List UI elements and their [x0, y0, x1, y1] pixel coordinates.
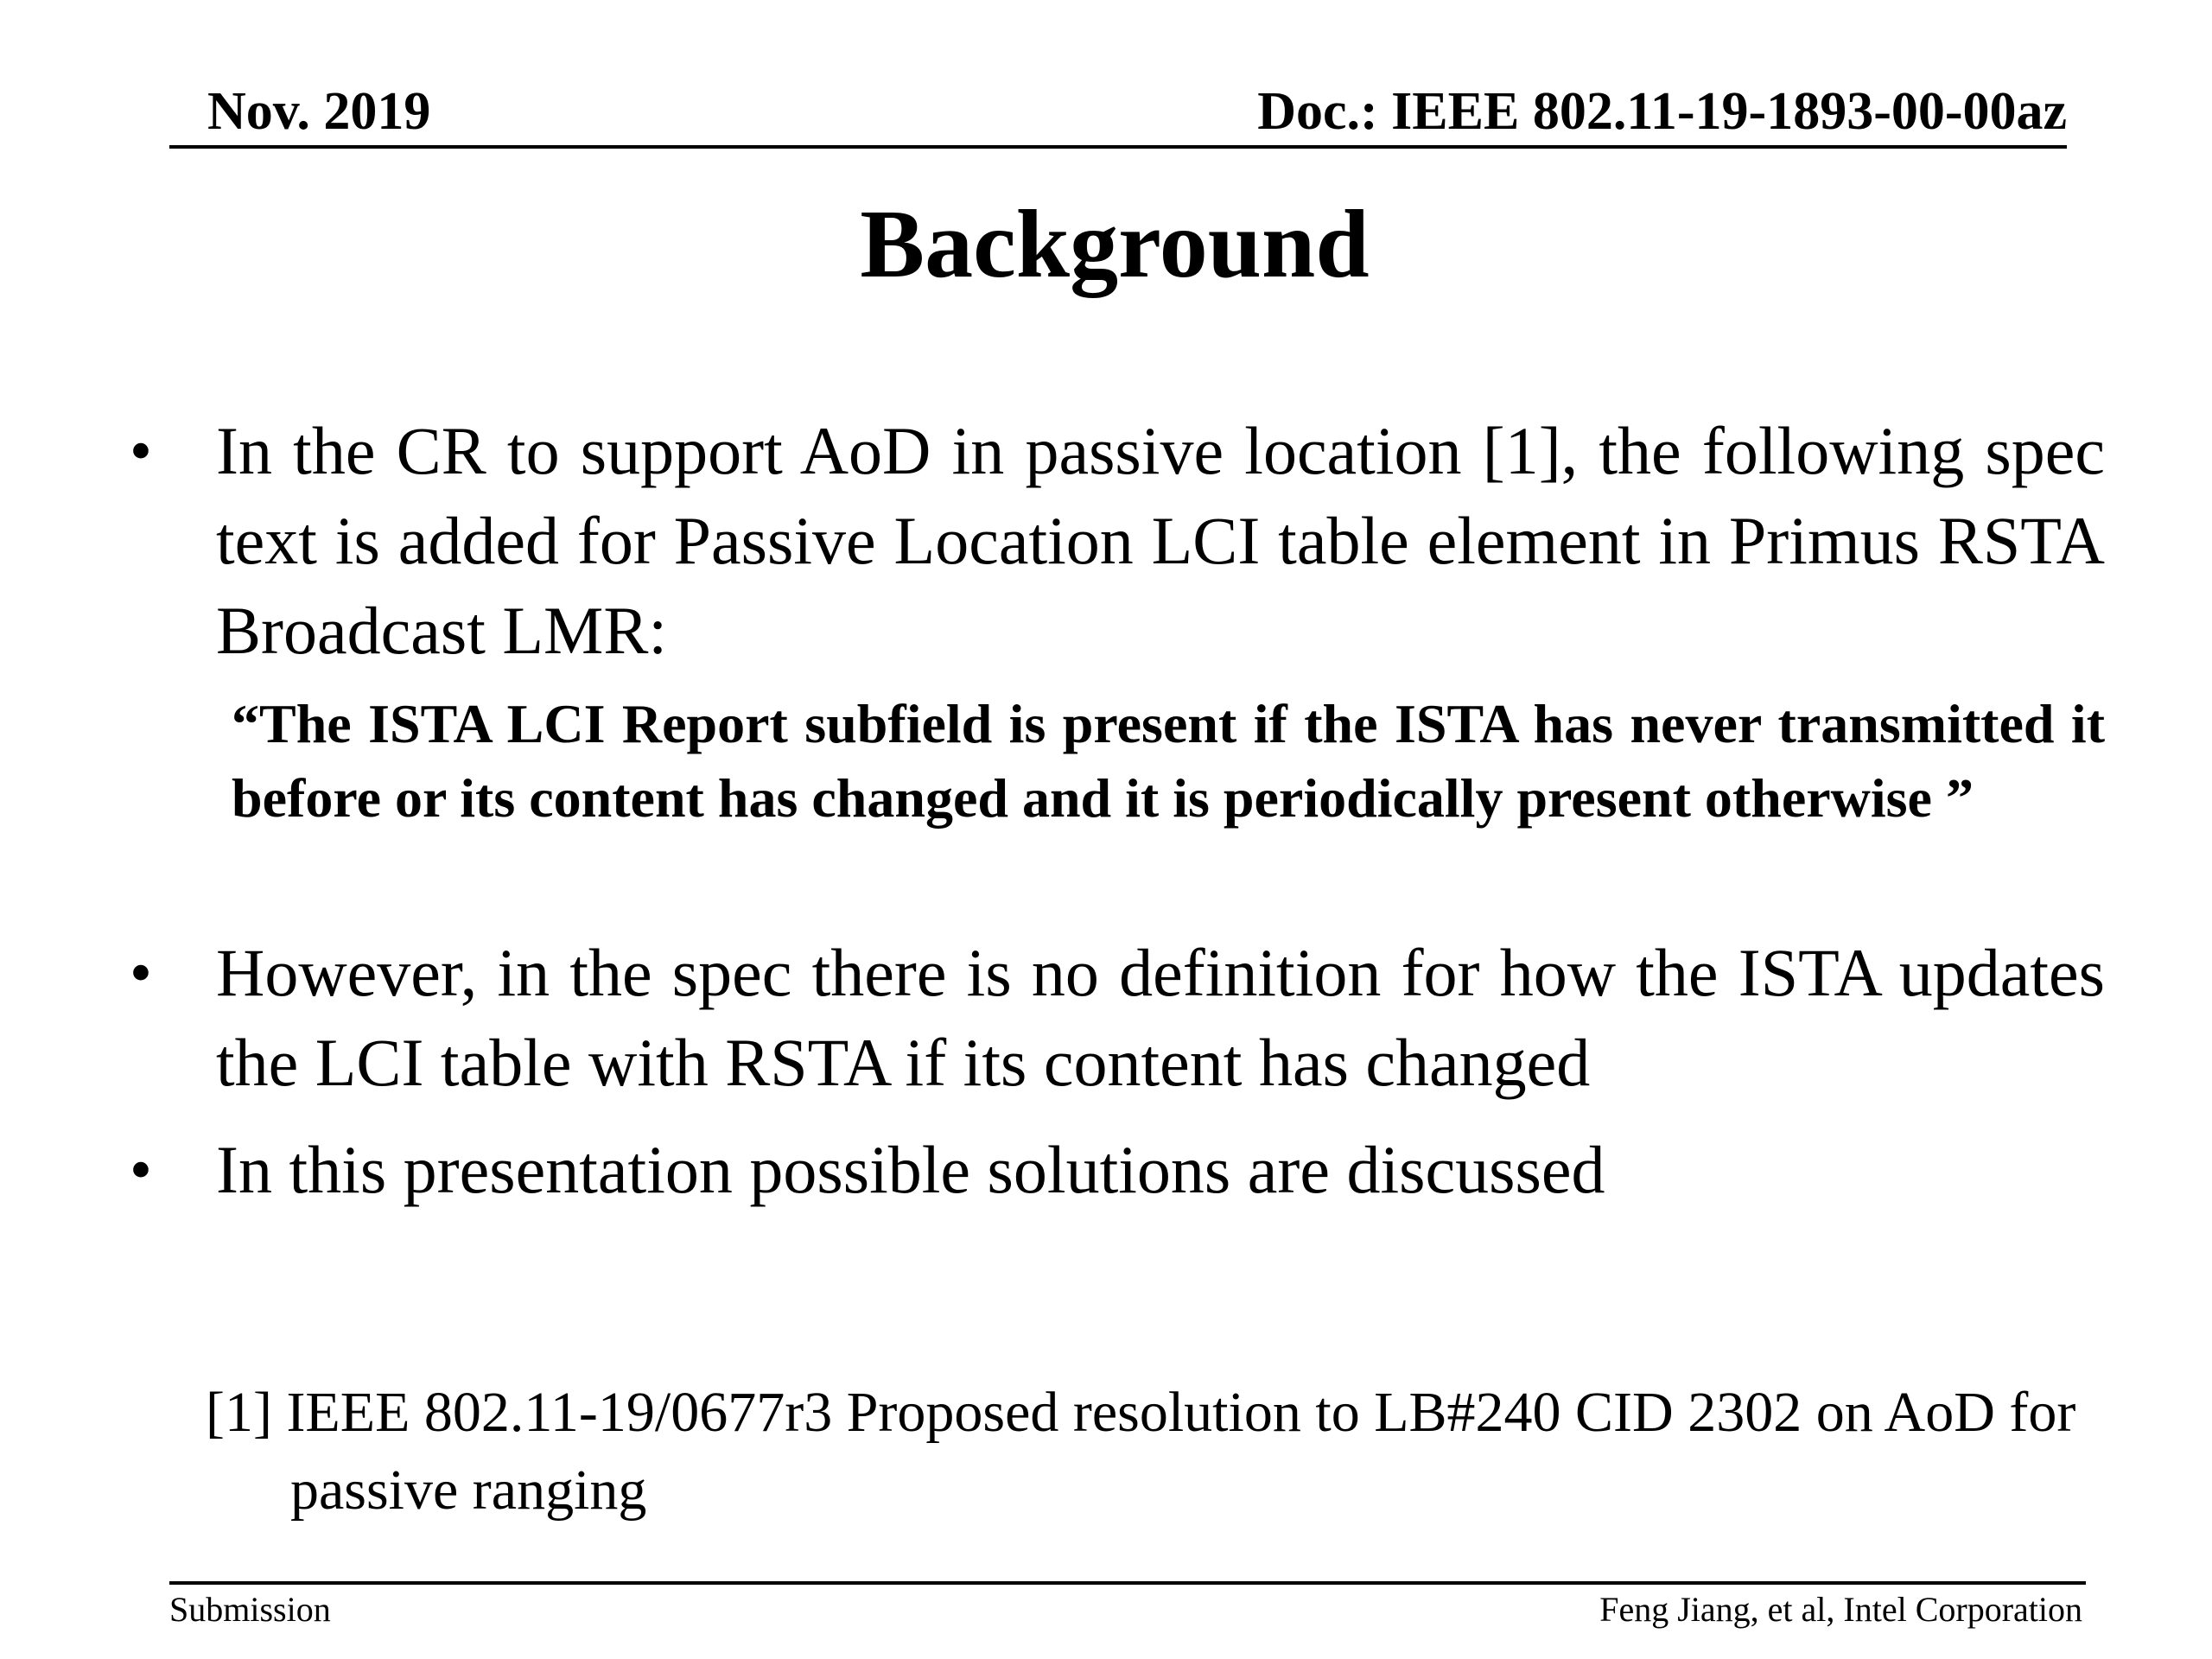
- bullet-text: In this presentation possible solutions are discussed: [216, 1132, 1605, 1207]
- footer-author: Feng Jiang, et al, Intel Corporation: [1599, 1590, 2082, 1629]
- spec-quote: “The ISTA LCI Report subfield is present if the ISTA has never transmitted it before or its content has changed and it is periodically present otherwise ”: [232, 693, 2105, 829]
- bullet-text: However, in the spec there is no definition for how the ISTA updates the LCI table with RSTA if its content has changed: [216, 935, 2105, 1100]
- header-divider: [169, 145, 2067, 149]
- bullet-icon: •: [130, 416, 152, 486]
- header-doc-id: Doc.: IEEE 802.11-19-1893-00-00az: [1257, 82, 2067, 141]
- header-date: Nov. 2019: [207, 82, 431, 141]
- bullet-icon: •: [130, 938, 152, 1008]
- reference-note: [1] IEEE 802.11-19/0677r3 Proposed resolution to LB#240 CID 2302 on AoD for passive ranging: [206, 1381, 2076, 1522]
- footer-divider: [169, 1581, 2086, 1585]
- bullet-icon: •: [130, 1135, 152, 1205]
- slide-title: Background: [860, 191, 1370, 298]
- bullet-text: In the CR to support AoD in passive location [1], the following spec text is added for Passive Location LCI table element in Primus RSTA Broadcast LMR:: [216, 413, 2105, 668]
- footer-submission: Submission: [169, 1590, 331, 1629]
